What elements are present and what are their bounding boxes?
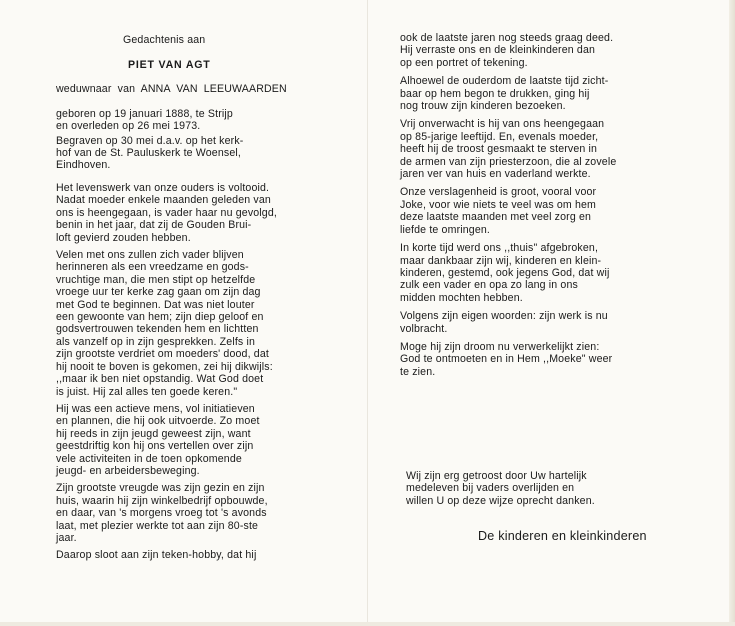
obituary-text-line: midden mochten hebben. xyxy=(400,291,523,304)
obituary-text-line: op een portret of tekening. xyxy=(400,56,528,69)
obituary-text-line: Daarop sloot aan zijn teken-hobby, dat hij xyxy=(56,549,257,562)
obituary-text-line: met God te beginnen. Dat was niet louter xyxy=(56,298,255,311)
left-body xyxy=(56,182,306,562)
obituary-text-line: kinderen, gestemd, ook jegens God, dat wij xyxy=(400,266,610,279)
obituary-text-line: jeugd- en arbeidersbeweging. xyxy=(56,464,200,477)
obituary-text-line: jaar. xyxy=(56,531,77,544)
obituary-text-line: God te ontmoeten en in Hem ,,Moeke" weer xyxy=(400,353,613,366)
obituary-text-line: Hij verraste ons en de kleinkinderen dan xyxy=(400,44,596,57)
obituary-text-line: Velen met ons zullen zich vader blijven xyxy=(56,249,244,262)
obituary-text-line: ook de laatste jaren nog steeds graag deed. xyxy=(400,32,614,44)
obituary-text-line: Joke, voor wie niets te veel was om hem xyxy=(400,198,597,211)
obituary-text-line: als vanzelf op in zijn gesprekken. Zelfs in xyxy=(56,335,255,348)
obituary-text-line: vroege uur ter kerke zag gaan om zijn dag xyxy=(56,286,261,299)
obituary-text-line: Moge hij zijn droom nu verwerkelijkt zien: xyxy=(400,340,600,353)
obituary-text-line: Zijn grootste vreugde was zijn gezin en zijn xyxy=(56,482,265,495)
obituary-text-line: te zien. xyxy=(400,365,436,378)
born-line-2: en overleden op 26 mei 1973. xyxy=(56,120,201,132)
obituary-text-line: Het levenswerk van onze ouders is voltooid. xyxy=(56,182,270,194)
obituary-text-line: liefde te omringen. xyxy=(400,223,491,236)
thanks-line: medeleven bij vaders overlijden en xyxy=(406,482,575,495)
buried-line-2: hof van de St. Pauluskerk te Woensel, xyxy=(56,147,241,159)
obituary-text-line: Hij was een actieve mens, vol initiatieven xyxy=(56,402,255,415)
center-fold xyxy=(367,0,368,626)
thanks-line: willen U op deze wijze oprecht danken. xyxy=(406,494,595,507)
obituary-text-line: ons is heengegaan, is vader haar nu gevolgd, xyxy=(56,206,277,219)
obituary-text-line: Alhoewel de ouderdom de laatste tijd zicht- xyxy=(400,75,609,88)
obituary-text-line: Onze verslagenheid is groot, vooral voor xyxy=(400,186,597,199)
obituary-text-line: geestdriftig kon hij ons vertellen over zijn xyxy=(56,440,254,453)
obituary-text-line: deze laatste maanden met veel zorg en xyxy=(400,211,592,224)
obituary-text-line: vele activiteiten in de toen opkomende xyxy=(56,452,242,465)
obituary-text-line: is juist. Hij zal alles ten goede keren." xyxy=(56,385,238,398)
obituary-text-line: op 85-jarige leeftijd. En, evenals moeder, xyxy=(400,130,599,143)
buried-line-3: Eindhoven. xyxy=(56,159,111,171)
obituary-text-line: zulk een vader en opa zo lang in ons xyxy=(400,279,578,292)
card-edge-right xyxy=(729,0,735,626)
obituary-text-line: In korte tijd werd ons ,,thuis" afgebroken, xyxy=(400,242,599,255)
obituary-text-line: hij reeds in zijn jeugd geweest zijn, want xyxy=(56,427,251,440)
buried-line-1: Begraven op 30 mei d.a.v. op het kerk- xyxy=(56,135,244,147)
obituary-text-line: herinneren als een vreedzame en gods- xyxy=(56,261,249,274)
obituary-text-line: huis, waarin hij zijn winkelbedrijf opbouwde, xyxy=(56,494,268,507)
obituary-text-line: jaren ver van huis en vaderland werkte. xyxy=(400,168,591,181)
obituary-text-line: hij nooit te boven is gekomen, zei hij dikwijls: xyxy=(56,360,273,373)
born-line-1: geboren op 19 januari 1888, te Strijp xyxy=(56,108,233,120)
obituary-text-line: zijn grootste verdriet om moeders' dood, dat xyxy=(56,348,269,361)
obituary-text-line: nog trouw zijn kinderen bezoeken. xyxy=(400,100,566,113)
obituary-text-line: benin in het jaar, dat zij de Gouden Brui- xyxy=(56,219,252,232)
obituary-text-line: volbracht. xyxy=(400,322,448,335)
deceased-name: PIET VAN AGT xyxy=(128,59,211,71)
obituary-text-line: een gewoonte van hem; zijn diep geloof en xyxy=(56,311,264,324)
right-body xyxy=(400,32,694,378)
card-edge-bottom xyxy=(0,622,735,626)
obituary-text-line: baar op hem begon te drukken, ging hij xyxy=(400,87,590,100)
obituary-text-line: laat, met plezier werkte tot aan zijn 80-ste xyxy=(56,519,259,532)
obituary-text-line: Vrij onverwacht is hij van ons heengegaan xyxy=(400,118,605,131)
obituary-text-line: godsvertrouwen tekenden hem en lichtten xyxy=(56,323,259,336)
obituary-text-line: en daar, van 's morgens vroeg tot 's avonds xyxy=(56,507,267,520)
widower-line: weduwnaar van ANNA VAN LEEUWAARDEN xyxy=(56,83,287,95)
obituary-text-line: en plannen, die hij ook uitvoerde. Zo moet xyxy=(56,415,260,428)
obituary-text-line: vruchtige man, die men stipt op hetzelfde xyxy=(56,273,256,286)
obituary-text-line: ,,maar ik ben niet opstandig. Wat God doet xyxy=(56,373,264,386)
header-text: Gedachtenis aan xyxy=(123,34,206,46)
obituary-text-line: loft gevierd zouden hebben. xyxy=(56,231,191,244)
obituary-text-line: de armen van zijn priesterzoon, die al zovele xyxy=(400,155,617,168)
thanks-line: Wij zijn erg getroost door Uw hartelijk xyxy=(406,470,587,482)
obituary-text-line: heeft hij de troost gesmaakt te sterven in xyxy=(400,143,598,156)
obituary-text-line: Volgens zijn eigen woorden: zijn werk is nu xyxy=(400,310,608,323)
obituary-text-line: Nadat moeder enkele maanden geleden van xyxy=(56,194,271,207)
thanks-block xyxy=(406,470,696,507)
obituary-text-line: maar dankbaar zijn wij, kinderen en klein- xyxy=(400,254,602,267)
signature-line: De kinderen en kleinkinderen xyxy=(478,529,647,543)
